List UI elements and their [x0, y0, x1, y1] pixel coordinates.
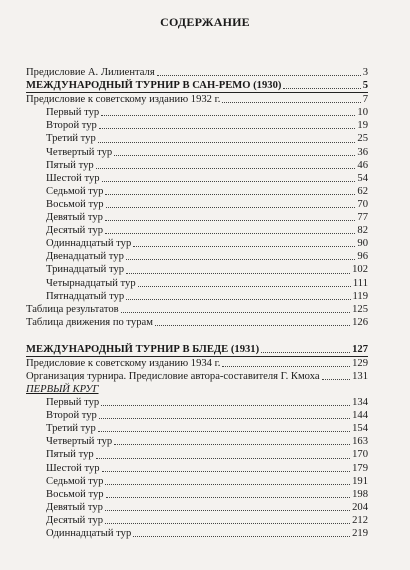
dot-leader	[138, 286, 351, 287]
toc-entry-page: 126	[352, 316, 368, 328]
toc-section-page: 5	[362, 80, 368, 92]
toc-entry-preface	[26, 66, 368, 79]
toc-entry-label: Таблица результатов	[26, 303, 119, 315]
toc-round-label: Пятый тур	[46, 159, 94, 171]
table-of-contents	[26, 66, 368, 540]
dot-leader	[99, 418, 350, 419]
dot-leader	[98, 142, 356, 143]
toc-entry-page: 125	[352, 303, 368, 315]
toc-round-page: 46	[357, 159, 368, 171]
dot-leader	[126, 273, 350, 274]
toc-round-page: 82	[357, 225, 368, 237]
dot-leader	[96, 458, 350, 459]
toc-round-page: 10	[357, 107, 368, 119]
toc-round-page: 25	[357, 133, 368, 145]
toc-round-entry	[26, 277, 368, 290]
san-remo-rounds-list	[26, 106, 368, 302]
toc-round-page: 179	[352, 462, 368, 474]
toc-section-heading-san-remo	[26, 79, 368, 92]
dot-leader	[105, 523, 350, 524]
toc-round-page: 90	[357, 238, 368, 250]
toc-round-entry	[26, 527, 368, 540]
toc-round-entry	[26, 237, 368, 250]
toc-round-label: Седьмой тур	[46, 475, 104, 487]
toc-round-label: Одиннадцатый тур	[46, 238, 132, 250]
dot-leader	[261, 352, 350, 353]
toc-round-page: 170	[352, 449, 368, 461]
dot-leader	[283, 88, 360, 89]
dot-leader	[96, 168, 356, 169]
toc-round-page: 119	[352, 290, 368, 302]
toc-round-page: 19	[357, 120, 368, 132]
toc-section-heading-bled	[26, 343, 368, 356]
dot-leader	[322, 379, 351, 380]
toc-round-entry	[26, 435, 368, 448]
toc-round-page: 111	[352, 277, 368, 289]
toc-round-entry	[26, 290, 368, 303]
toc-round-page: 77	[357, 212, 368, 224]
toc-round-entry	[26, 106, 368, 119]
toc-round-label: Восьмой тур	[46, 488, 104, 500]
toc-round-label: Одиннадцатый тур	[46, 527, 132, 539]
toc-entry-page: 131	[352, 370, 368, 382]
toc-round-entry	[26, 119, 368, 132]
dot-leader	[126, 299, 350, 300]
dot-leader	[101, 115, 355, 116]
toc-round-entry	[26, 448, 368, 461]
bled-rounds-list	[26, 396, 368, 540]
toc-round-label: Четвертый тур	[46, 146, 113, 158]
toc-round-page: 212	[352, 514, 368, 526]
toc-round-entry	[26, 211, 368, 224]
toc-round-page: 144	[352, 410, 368, 422]
toc-round-label: Шестой тур	[46, 462, 100, 474]
toc-round-page: 36	[357, 146, 368, 158]
toc-round-page: 191	[352, 475, 368, 487]
toc-entry-soviet-preface-1932	[26, 93, 368, 106]
dot-leader	[114, 444, 350, 445]
dot-leader	[121, 312, 350, 313]
toc-round-label: Пятнадцатый тур	[46, 290, 125, 302]
toc-round-entry	[26, 422, 368, 435]
toc-entry-label: Таблица движения по турам	[26, 316, 153, 328]
toc-round-page: 134	[352, 397, 368, 409]
toc-round-entry	[26, 488, 368, 501]
dot-leader	[133, 536, 350, 537]
dot-leader	[222, 102, 360, 103]
dot-leader	[157, 75, 361, 76]
toc-round-entry	[26, 224, 368, 237]
toc-round-label: Десятый тур	[46, 514, 104, 526]
toc-entry-soviet-preface-1934	[26, 357, 368, 370]
toc-round-label: Третий тур	[46, 423, 96, 435]
toc-round-page: 62	[357, 185, 368, 197]
toc-round-entry	[26, 409, 368, 422]
dot-leader	[105, 220, 355, 221]
toc-round-page: 70	[357, 198, 368, 210]
toc-round-entry	[26, 159, 368, 172]
toc-section-page: 127	[352, 343, 368, 355]
toc-entry-label: Организация турнира. Предисловие автора-составителя Г. Кмоха	[26, 370, 320, 382]
first-circle-heading: ПЕРВЫЙ КРУГ	[26, 383, 99, 395]
toc-round-label: Шестой тур	[46, 172, 100, 184]
toc-round-page: 163	[352, 436, 368, 448]
toc-round-label: Второй тур	[46, 410, 97, 422]
toc-entry-page: 3	[362, 67, 368, 78]
toc-round-page: 219	[352, 527, 368, 539]
toc-round-entry	[26, 250, 368, 263]
toc-round-page: 204	[352, 501, 368, 513]
toc-round-label: Четвертый тур	[46, 436, 113, 448]
toc-section-label: МЕЖДУНАРОДНЫЙ ТУРНИР В САН-РЕМО (1930)	[26, 80, 282, 92]
toc-round-label: Девятый тур	[46, 501, 103, 513]
toc-round-page: 198	[352, 488, 368, 500]
toc-round-entry	[26, 396, 368, 409]
toc-round-label: Четырнадцатый тур	[46, 277, 136, 289]
dot-leader	[222, 366, 350, 367]
dot-leader	[133, 246, 355, 247]
toc-round-label: Десятый тур	[46, 225, 104, 237]
toc-entry-label: Предисловие к советскому изданию 1932 г.	[26, 94, 221, 106]
toc-round-label: Третий тур	[46, 133, 96, 145]
dot-leader	[114, 155, 355, 156]
toc-round-entry	[26, 514, 368, 527]
toc-round-label: Двенадцатый тур	[46, 251, 124, 263]
toc-round-label: Второй тур	[46, 120, 97, 132]
toc-round-entry	[26, 475, 368, 488]
dot-leader	[126, 259, 356, 260]
toc-entry-label: Предисловие к советскому изданию 1934 г.	[26, 357, 221, 369]
dot-leader	[106, 207, 356, 208]
toc-round-label: Пятый тур	[46, 449, 94, 461]
dot-leader	[101, 405, 350, 406]
page-title: СОДЕРЖАНИЕ	[160, 15, 250, 29]
dot-leader	[106, 497, 351, 498]
toc-section-label: МЕЖДУНАРОДНЫЙ ТУРНИР В БЛЕДЕ (1931)	[26, 343, 260, 355]
dot-leader	[98, 431, 350, 432]
toc-entry-page: 129	[352, 357, 368, 369]
toc-round-entry	[26, 132, 368, 145]
dot-leader	[105, 233, 355, 234]
toc-round-entry	[26, 501, 368, 514]
dot-leader	[105, 194, 355, 195]
toc-round-label: Восьмой тур	[46, 198, 104, 210]
toc-round-entry	[26, 198, 368, 211]
toc-round-entry	[26, 172, 368, 185]
dot-leader	[102, 181, 356, 182]
dot-leader	[99, 128, 356, 129]
toc-entry-organization	[26, 370, 368, 383]
section-gap	[26, 329, 368, 343]
toc-round-page: 96	[357, 251, 368, 263]
dot-leader	[102, 471, 351, 472]
toc-round-entry	[26, 185, 368, 198]
toc-round-entry	[26, 462, 368, 475]
toc-round-label: Девятый тур	[46, 212, 103, 224]
toc-entry-label: Предисловие А. Лилиенталя	[26, 67, 155, 78]
toc-round-label: Первый тур	[46, 107, 100, 119]
toc-round-page: 102	[352, 264, 368, 276]
dot-leader	[155, 325, 350, 326]
toc-round-entry	[26, 146, 368, 159]
toc-entry-results-table	[26, 303, 368, 316]
toc-round-label: Седьмой тур	[46, 185, 104, 197]
toc-round-page: 154	[352, 423, 368, 435]
dot-leader	[105, 484, 350, 485]
toc-round-label: Первый тур	[46, 397, 100, 409]
toc-round-entry	[26, 263, 368, 276]
toc-entry-page: 7	[362, 94, 368, 106]
toc-entry-movement-table	[26, 316, 368, 329]
toc-round-label: Тринадцатый тур	[46, 264, 125, 276]
toc-round-page: 54	[357, 172, 368, 184]
dot-leader	[105, 510, 350, 511]
